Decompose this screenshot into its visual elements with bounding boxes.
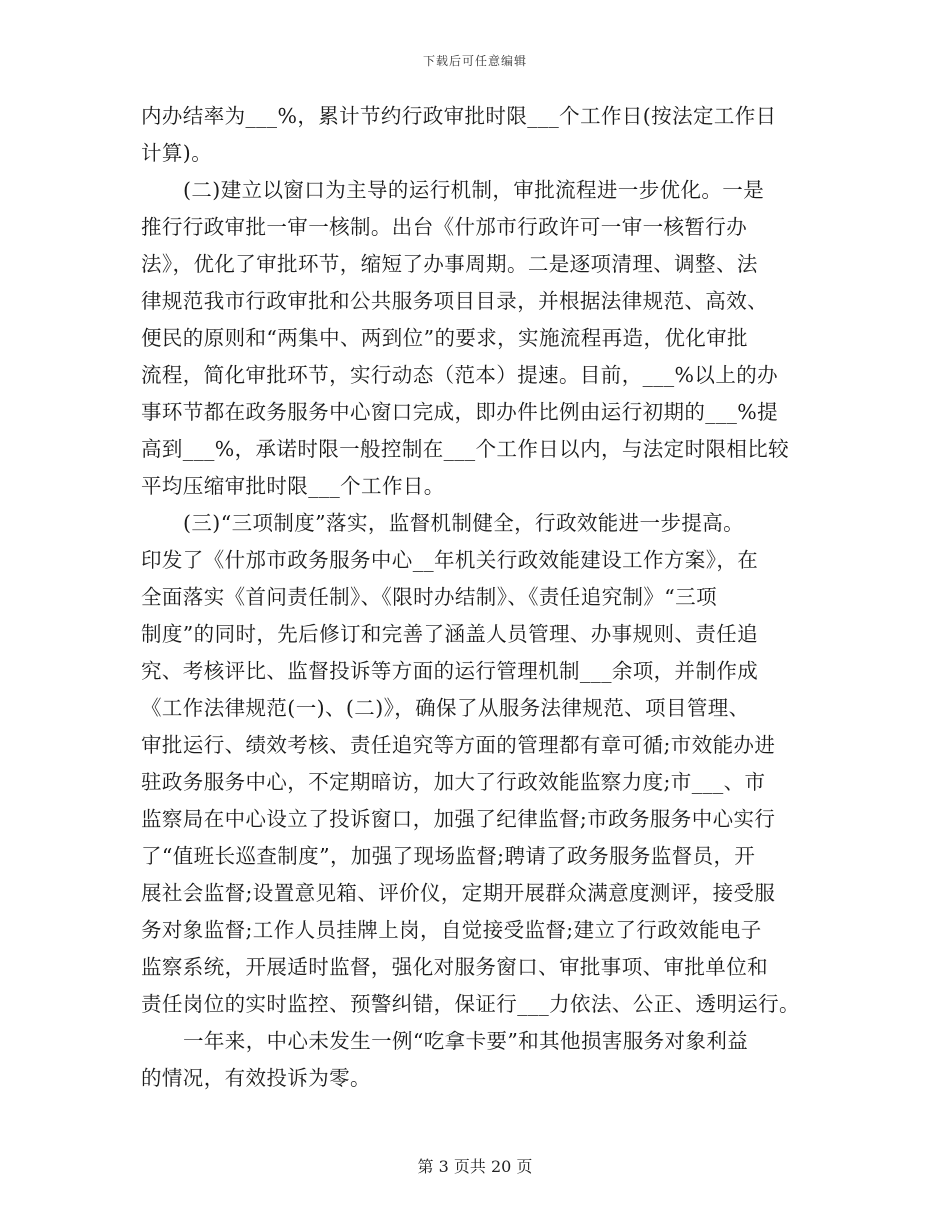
text-line: 便民的原则和“两集中、两到位”的要求，实施流程再造，优化审批 bbox=[141, 326, 748, 350]
page-header: 下载后可任意编辑 bbox=[422, 54, 527, 68]
text-line: 究、考核评比、监督投诉等方面的运行管理机制___余项，并制作成 bbox=[141, 659, 759, 683]
text-line: 务对象监督;工作人员挂牌上岗，自觉接受监督;建立了行政效能电子 bbox=[141, 918, 762, 942]
text-line: 律规范我市行政审批和公共服务项目目录，并根据法律规范、高效、 bbox=[141, 289, 768, 313]
text-line: 《工作法律规范(一)、(二)》，确保了从服务法律规范、项目管理、 bbox=[141, 696, 750, 720]
document-body bbox=[141, 98, 811, 1097]
text-line: 法》，优化了审批环节，缩短了办事周期。二是逐项清理、调整、法 bbox=[141, 252, 758, 276]
text-line: 审批运行、绩效考核、责任追究等方面的管理都有章可循;市效能办进 bbox=[141, 733, 776, 757]
text-line: 全面落实《首问责任制》、《限时办结制》、《责任追究制》“三项 bbox=[141, 585, 717, 609]
text-line: 监察系统，开展适时监督，强化对服务窗口、审批事项、审批单位和 bbox=[141, 955, 768, 979]
paragraph-start-line: (二)建立以窗口为主导的运行机制，审批流程进一步优化。一是 bbox=[183, 178, 765, 202]
text-line: 内办结率为___%，累计节约行政审批时限___个工作日(按法定工作日 bbox=[141, 104, 777, 128]
text-line: 计算)。 bbox=[141, 141, 213, 165]
text-line: 制度”的同时，先后修订和完善了涵盖人员管理、办事规则、责任追 bbox=[141, 622, 758, 646]
page-footer: 第 3 页共 20 页 bbox=[417, 1157, 533, 1176]
text-line: 事环节都在政务服务中心窗口完成，即办件比例由运行初期的___%提 bbox=[141, 400, 779, 424]
text-line: 高到___%，承诺时限一般控制在___个工作日以内，与法定时限相比较 bbox=[141, 437, 790, 461]
paragraph-start-line: (三)“三项制度”落实，监督机制健全，行政效能进一步提高。 bbox=[183, 511, 745, 535]
text-line: 驻政务服务中心，不定期暗访，加大了行政效能监察力度;市___、市 bbox=[141, 770, 766, 794]
text-line: 印发了《什邡市政务服务中心__年机关行政效能建设工作方案》，在 bbox=[141, 548, 759, 572]
text-line: 了“值班长巡查制度”，加强了现场监督;聘请了政务服务监督员，开 bbox=[141, 844, 756, 868]
text-line: 监察局在中心设立了投诉窗口，加强了纪律监督;市政务服务中心实行 bbox=[141, 807, 776, 831]
text-line: 的情况，有效投诉为零。 bbox=[141, 1066, 371, 1090]
text-line: 责任岗位的实时监控、预警纠错，保证行___力依法、公正、透明运行。 bbox=[141, 992, 800, 1016]
text-line: 展社会监督;设置意见箱、评价仪，定期开展群众满意度测评，接受服 bbox=[141, 881, 776, 905]
text-line: 流程，简化审批环节，实行动态（范本）提速。目前，___%以上的办 bbox=[141, 363, 779, 387]
text-line: 平均压缩审批时限___个工作日。 bbox=[141, 474, 445, 498]
text-line: 推行行政审批一审一核制。出台《什邡市行政许可一审一核暂行办 bbox=[141, 215, 748, 239]
paragraph-start-line: 一年来，中心未发生一例“吃拿卡要”和其他损害服务对象利益 bbox=[183, 1029, 749, 1053]
